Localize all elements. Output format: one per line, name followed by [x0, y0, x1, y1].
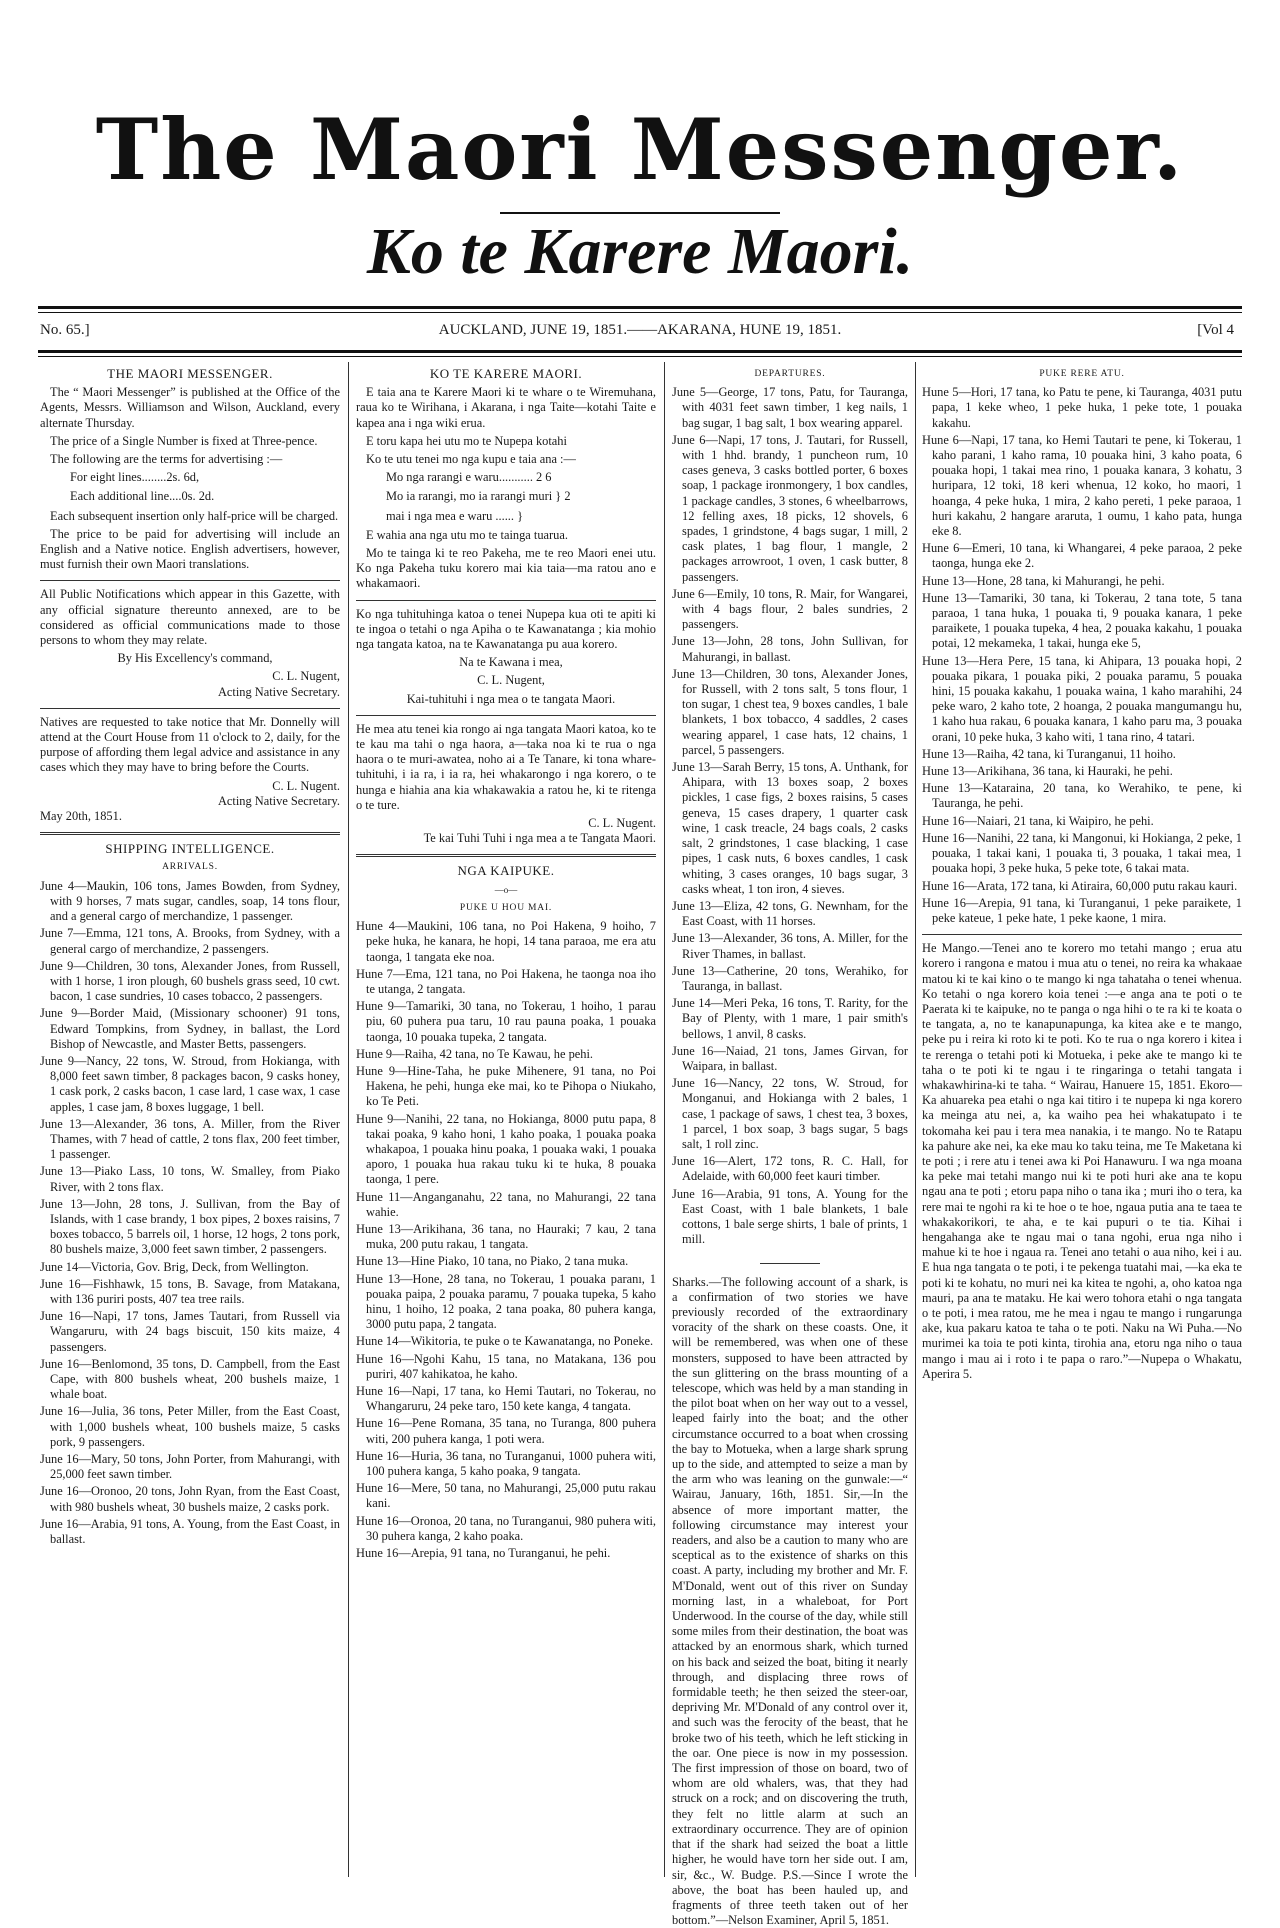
- notice-by: Na te Kawana i mea,: [459, 655, 563, 670]
- notice-text: Natives are requested to take notice that Mr. Donnelly will attend at the Court House from 11 o'clock to 2, daily, for the purpose of affording them legal advice and assistance in any cases which they may have to bring before the Courts.: [40, 714, 340, 775]
- notice-title: Kai-tuhituhi i nga mea o te tangata Maori.: [406, 691, 616, 706]
- masthead: [0, 0, 1280, 330]
- masthead-title-maori: Ko te Karere Maori.: [366, 215, 914, 288]
- list-item: June 16—Benlomond, 35 tons, D. Campbell, from the East Cape, with 800 bushels wheat, 200 bushels maize, 1 whale boat.: [40, 1356, 340, 1402]
- list-item: Hune 13—Raiha, 42 tana, ki Turanganui, 11 hoiho.: [922, 746, 1176, 761]
- column-divider: [664, 362, 665, 1877]
- issue-date: AUCKLAND, JUNE 19, 1851.——AKARANA, HUNE 19, 1851.: [438, 322, 842, 338]
- list-item: Hune 4—Maukini, 106 tana, no Poi Hakena, 9 hoiho, 7 peke huka, he kanara, he hopi, 14 tana paraoa, me era atu taonga, 1 tangata eke noa.: [356, 919, 656, 964]
- paragraph: E wahia ana nga utu mo te tainga tuarua.: [366, 527, 568, 542]
- list-item: Hune 14—Wikitoria, te puke o te Kawanatanga, no Poneke.: [356, 1334, 654, 1349]
- arrivals-list: [40, 879, 340, 1548]
- terms-line: Each additional line....0s. 2d.: [70, 489, 215, 504]
- list-item: Hune 16—Ngohi Kahu, 15 tana, no Matakana, 136 pou puriri, 407 kahikatoa, he kaho.: [356, 1351, 656, 1381]
- divider: [356, 715, 656, 716]
- notice-text: Ko nga tuhituhinga katoa o tenei Nupepa kua oti te apiti ki te ingoa o tetahi o nga Apiha o te Kawanatanga ; kia mohio nga tangata katoa, na te Kawanatanga pu aua korero.: [356, 606, 656, 652]
- notice-signature: C. L. Nugent,: [477, 673, 545, 688]
- paragraph: The following are the terms for advertising :—: [50, 452, 283, 467]
- list-item: June 16—Naiad, 21 tons, James Girvan, for Waipara, in ballast.: [672, 1043, 908, 1073]
- list-item: Hune 16—Huria, 36 tana, no Turanganui, 1000 puhera witi, 100 puhera kanga, 5 kaho poaka, 9 tangata.: [356, 1448, 656, 1478]
- ornament: —o—: [494, 884, 518, 895]
- list-item: Hune 9—Tamariki, 30 tana, no Tokerau, 1 hoiho, 1 parau piu, 60 puhera pua taru, 10 rau pauna poaka, 1 pouaka taonga, 10 pouaka tupeka, 2 tangata.: [356, 999, 656, 1044]
- list-item: Hune 9—Nanihi, 22 tana, no Hokianga, 8000 putu papa, 8 takai poaka, 9 kaho honi, 1 kaho poaka, 1 pouaka poaka whakapoa, 1 pouaka hinu poaka, 1 pouaka waki, 1 pouaka aporo, 1 pouaka hua rakau tuku ki te huka, 8 pouaka taonga, 1 pere.: [356, 1111, 656, 1187]
- divider: [922, 934, 1242, 935]
- paragraph: E taia ana te Karere Maori ki te whare o te Wiremuhana, raua ko te Wirihana, i Akarana, i nga Taite—kotahi Taite e kapea ana i nga wiki erua.: [356, 385, 656, 430]
- paragraph: E toru kapa hei utu mo te Nupepa kotahi: [366, 433, 567, 448]
- list-item: June 9—Children, 30 tons, Alexander Jones, from Russell, with 1 horse, 1 iron plough, 60 bushels grass seed, 10 cwt. bacon, 1 case sundries, 10 cases tobacco, 2 passengers.: [40, 958, 340, 1004]
- list-item: June 16—Arabia, 91 tons, A. Young, from the East Coast, in ballast.: [40, 1516, 340, 1547]
- list-item: June 13—Catherine, 20 tons, Werahiko, for Tauranga, in ballast.: [672, 963, 908, 993]
- notice-text: He mea atu tenei kia rongo ai nga tangata Maori katoa, ko te te kau ma tahi o nga haora, a—taka noa ki te rua o nga haora o te muri-awatea, noho ai a Te Tanare, ki tona whare-tuhituhi, i ia ra, i ia ra, hei whakarongo i nga korero, o te hunga e hiahia ana kia whakawakia a ratou he, ki te ritenga o te ture.: [356, 721, 656, 812]
- terms-line: Mo ia rarangi, mo ia rarangi muri } 2: [386, 489, 571, 504]
- issue-number: No. 65.]: [40, 322, 90, 338]
- section-heading: SHIPPING INTELLIGENCE.: [105, 841, 275, 857]
- list-item: June 6—Napi, 17 tons, J. Tautari, for Russell, with 1 hhd. brandy, 1 puncheon rum, 10 cases geneva, 3 casks bottled porter, 6 boxes soap, 1 package ironmongery, 1 box candles, 1 package candles, 3 stones, 6 wheelbarrows, 12 felling axes, 18 picks, 12 shovels, 6 spades, 1 grindstone, 4 bags sugar, 1 mill, 2 cask plates, 1 bag flour, 1 mangle, 2 packages arrowroot, 1 oven, 1 cask butter, 8 passengers.: [672, 432, 908, 584]
- list-item: Hune 16—Pene Romana, 35 tana, no Turanga, 800 puhera witi, 200 puhera kanga, 1 poti wera.: [356, 1416, 656, 1446]
- list-item: Hune 13—Hone, 28 tana, ki Mahurangi, he pehi.: [922, 573, 1165, 588]
- paragraph: Each subsequent insertion only half-price will be charged.: [50, 508, 339, 523]
- paragraph: Mo te tainga ki te reo Pakeha, me te reo Maori enei utu. Ko nga Pakeha tuku korero mai kia taia—ma ratou ano e whakamaori.: [356, 546, 656, 591]
- divider: [356, 600, 656, 601]
- list-item: Hune 16—Arepia, 91 tana, ki Turanganui, 1 peke paraikete, 1 peke kateue, 1 peke hate, 1 peke kaone, 1 mira.: [922, 895, 1242, 925]
- section-heading: THE MAORI MESSENGER.: [107, 366, 273, 381]
- list-item: June 13—Alexander, 36 tons, A. Miller, from the River Thames, with 7 head of cattle, 2 tons flax, 200 feet timber, 1 passenger.: [40, 1116, 340, 1162]
- dateline-rule-thin: [38, 356, 1242, 357]
- column-divider: [915, 362, 916, 1877]
- list-item: June 16—Nancy, 22 tons, W. Stroud, for Monganui, and Hokianga with 2 bales, 1 case, 1 package of saws, 1 chest tea, 3 boxes, 1 parcel, 1 box soap, 3 bags sugar, 5 bags salt, 1 roll zinc.: [672, 1076, 908, 1151]
- notice-title: Acting Native Secretary.: [217, 684, 340, 699]
- paragraph: Ko te utu tenei mo nga kupu e taia ana :—: [366, 452, 576, 467]
- section-heading: KO TE KARERE MAORI.: [429, 366, 583, 381]
- list-item: June 9—Nancy, 22 tons, W. Stroud, from Hokianga, with 8,000 feet sawn timber, 8 packages bacon, 9 casks honey, 1 cask pork, 2 casks bacon, 1 case lard, 1 case wax, 1 case apples, 1 case jam, 8 boxes luggage, 1 bell.: [40, 1053, 340, 1114]
- list-item: Hune 13—Kataraina, 20 tana, ko Werahiko, te pene, ki Tauranga, he pehi.: [922, 781, 1242, 811]
- list-item: June 14—Meri Peka, 16 tons, T. Rarity, for the Bay of Plenty, with 1 mare, 1 pair smith's bellows, 1 anvil, 8 casks.: [672, 996, 908, 1041]
- list-item: June 16—Fishhawk, 15 tons, B. Savage, from Matakana, with 136 puriri posts, 407 tea tree rails.: [40, 1276, 340, 1306]
- departures-list: [922, 385, 1242, 926]
- list-item: Hune 16—Mere, 50 tana, no Mahurangi, 25,000 putu rakau kani.: [356, 1481, 656, 1511]
- divider: [672, 1253, 908, 1268]
- list-item: Hune 5—Hori, 17 tana, ko Patu te pene, ki Tauranga, 4031 putu papa, 1 keke wheo, 1 peke huka, 1 peke tote, 1 pouaka kakahu.: [922, 385, 1242, 430]
- list-item: June 13—Sarah Berry, 15 tons, A. Unthank, for Ahipara, with 13 boxes soap, 2 boxes pickles, 1 case figs, 2 boxes raisins, 5 cases geneva, 15 cases drapery, 1 quarter cask wine, 1 cask treacle, 24 bags coals, 2 casks salt, 2 grindstones, 1 case blacking, 1 case pipes, 1 cask nuts, 6 boxes candles, 1 cask whiting, 3 cases oranges, 10 bags sugar, 3 casks wheat, 1 ton iron, 4 sieves.: [672, 760, 908, 896]
- notice-title: Acting Native Secretary.: [217, 793, 340, 808]
- list-item: June 16—Mary, 50 tons, John Porter, from Mahurangi, with 25,000 feet sawn timber.: [40, 1452, 340, 1482]
- notice-signature: C. L. Nugent.: [588, 816, 656, 831]
- terms-line: mai i nga mea e waru ...... }: [386, 508, 524, 523]
- arrivals-list: [356, 919, 656, 1561]
- list-item: Hune 16—Arata, 172 tana, ki Atiraira, 60,000 putu rakau kauri.: [922, 878, 1238, 893]
- divider: [356, 854, 656, 857]
- list-item: Hune 6—Napi, 17 tana, ko Hemi Tautari te pene, ki Tokerau, 1 kaho parani, 1 kaho rama, 10 pouaka hini, 3 kaho poata, 6 pouaka hopi, 1 takai mea rino, 1 pouaka kanara, 3 kohatu, 3 huripara, 12 toki, 18 keri whenua, 12 koko, ho maori, 1 hoanga, 4 peke huka, 1 mira, 2 kaho pereti, 1 peke paraoa, 1 huri kakahu, 2 hangare araruta, 1 oumu, 1 kaho pata, hunga eke 8.: [922, 432, 1242, 539]
- list-item: Hune 16—Napi, 17 tana, ko Hemi Tautari, no Tokerau, no Whangaruru, 24 peke taro, 150 kete kanga, 4 tangata.: [356, 1383, 656, 1414]
- list-item: June 9—Border Maid, (Missionary schooner) 91 tons, Edward Tompkins, from Sydney, in ballast, the Lord Bishop of Newcastle, and Master Betts, passengers.: [40, 1006, 340, 1051]
- list-item: Hune 13—Tamariki, 30 tana, ki Tokerau, 2 tana tote, 5 tana paraoa, 1 tana huka, 1 pouaka ti, 9 pouaka kanara, 1 peke paraikete, 1 pouaka tupeka, 4 hea, 2 pouaka kakahu, 1 pouaka potai, 12 mekameka, 1 takai, hunga eke 5,: [922, 590, 1242, 651]
- subsection-heading: DEPARTURES.: [754, 369, 826, 379]
- list-item: June 16—Julia, 36 tons, Peter Miller, from the East Coast, with 1,000 bushels wheat, 100 bushels maize, 5 casks pork, 9 passengers.: [40, 1404, 340, 1449]
- list-item: June 13—Piako Lass, 10 tons, W. Smalley, from Piako River, with 2 tons flax.: [40, 1164, 340, 1194]
- paragraph: The price to be paid for advertising will include an English and a Native notice. English advertisers, however, must furnish their own Maori translations.: [40, 526, 340, 572]
- list-item: June 13—Children, 30 tons, Alexander Jones, for Russell, with 2 tons salt, 5 tons flour, 1 ton sugar, 1 chest tea, 9 boxes candles, 1 bale blankets, 1 box tobacco, 4 saddles, 2 cases wearing apparel, 1 case hats, 12 chains, 1 parcel, 5 passengers.: [672, 666, 908, 757]
- list-item: Hune 13—Hera Pere, 15 tana, ki Ahipara, 13 pouaka hopi, 2 pouaka pikara, 1 pouaka piki, 2 pouaka paramu, 5 pouaka hini, 15 pouaka kakahu, 1 pouaka waina, 1 kaho marahihi, 24 peke waro, 2 kaho tote, 2 hoanga, 2 pouaka mangumangu hu, 1 kaho hua rakau, 6 pouaka kanara, 1 kaho paru ma, 3 pouaka orani, 10 peke huka, 3 kaho witi, 1 tana rino, 4 tatari.: [922, 653, 1242, 744]
- article-mango: He Mango.—Tenei ano te korero mo tetahi mango ; erua atu korero i rangona e matou i mua atu o tenei, no reira ka whakaae matou ki te kai kino o te mango ki nga tahataha o tenei whenua. Ko tetahi o nga korero koia tenei :—e anga ana te poti o te Paerata ki te kaipuke, no te panga o nga hihi o te ra ki te koata o te tangata, a, no te kanapunapunga, ka kitea ake e te mango, peke pu i reira ki roto ki te poti. Ko te rua o nga korero i kitea i te rerenga o tetahi poti ki Motueka, i peke ake te mango ki te taha o te poti ki te ngau i te ringaringa o tetahi tangata i whakawhirina-ki te taha. “ Wairau, Hanuere 15, 1851. Ekoro—Ka ahuareka pea etahi o nga kai titiro i te nupepa ki nga korero ka meinga atu nei, a, ka waiho pea hei whakatupato i te tokomaha kei pau i tera mea nanakia, i te mango. No te Ratapu ka pahure ake nei, ka eke mau ko taku teina, me Te Maketana ki te poti ; i rere atu i tenei awa ki Poi Hanawuru. I wa nga moana ka peke mai tetahi mango nui ki te poti huri ake ana te kopu ngau ana te poti ; etoru papa niho o tana ika ; muri iho o tera, ka rere mai te ngohi ra ki te hoe o te hoe, ngaua putia ana te taea te whakakorikori, te aha, e te kai pupuri o te tia. Kihai i hengahanga ake te ngau mai o tana ngohi, erua nga niho i mahue ki te hoe i ngaua ra. Tenei ano tetahi o aua niho, kei i au. E hua nga tangata o te poti, i te pekenga tuatahi mai, —ka eka te poti ki te kohatu, no muri nei ka kitea te ngohi, a, oho katoa nga mauri, pa ana te mataku. He kai wero tohora etahi o nga tangata o te poti, i mea ratou, me he mea i ngau te mango i rungarunga ake, kua pakaru katoa te taha o te poti. Naku na Wi Puha.—No murimei ka toia te poti kinta, tirohia ana, etoru nga niho o taua mango i mau ai i roto i te papa o raro.”—Nupepa o Whakatu, Aperira 5.: [922, 941, 1242, 1381]
- column-2: [356, 364, 656, 1874]
- column-1: [40, 364, 340, 1874]
- subsection-heading: PUKE RERE ATU.: [1039, 369, 1125, 379]
- list-item: Hune 16—Naiari, 21 tana, ki Waipiro, he pehi.: [922, 813, 1154, 828]
- list-item: June 16—Napi, 17 tons, James Tautari, from Russell via Wangaruru, with 24 bags biscuit, 150 kits maize, 4 passengers.: [40, 1309, 340, 1354]
- notice-by: By His Excellency's command,: [117, 651, 273, 666]
- list-item: June 13—John, 28 tons, John Sullivan, for Mahurangi, in ballast.: [672, 634, 908, 664]
- list-item: Hune 6—Emeri, 10 tana, ki Whangarei, 4 peke paraoa, 2 peke taonga, hunga eke 2.: [922, 541, 1242, 571]
- notice-signature: C. L. Nugent.: [272, 778, 340, 793]
- column-4: [922, 364, 1242, 1874]
- dateline: [38, 322, 1242, 348]
- list-item: Hune 9—Hine-Taha, he puke Mihenere, 91 tana, no Poi Hakena, he pehi, hunga eke mai, ko te Pihopa o Niukaho, ko Te Peti.: [356, 1063, 656, 1109]
- list-item: Hune 16—Arepia, 91 tana, no Turanganui, he pehi.: [356, 1546, 611, 1561]
- subsection-heading: PUKE U HOU MAI.: [459, 902, 553, 913]
- terms-line: Mo nga rarangi e waru........... 2 6: [386, 470, 552, 485]
- divider: [40, 708, 340, 709]
- list-item: June 16—Arabia, 91 tons, A. Young for the East Coast, with 1 bale blankets, 1 bale cottons, 1 bale serge shirts, 1 bale of prints, 1 mill.: [672, 1186, 908, 1247]
- list-item: Hune 16—Nanihi, 22 tana, ki Mangonui, ki Hokianga, 2 peke, 1 pouaka, 1 takai kani, 1 pouaka ti, 3 pouaka, 1 takai mea, 1 pouaka hopi, 3 peke huka, 5 peke tote, 6 takai mata.: [922, 830, 1242, 876]
- list-item: Hune 13—Hone, 28 tana, no Tokerau, 1 pouaka paranı, 1 pouaka paipa, 2 pouaka paramu, 7 pouaka tupeka, 5 kaho hinu, 1 hoiho, 12 poaka, 2 tana poaka, 80 puhera kanga, 3000 putu papa, 2 tangata.: [356, 1271, 656, 1332]
- list-item: June 13—Alexander, 36 tons, A. Miller, for the River Thames, in ballast.: [672, 931, 908, 961]
- list-item: Hune 13—Arikihana, 36 tana, ki Hauraki, he pehi.: [922, 764, 1173, 779]
- departures-list: [672, 385, 908, 1247]
- list-item: June 6—Emily, 10 tons, R. Mair, for Wangarei, with 4 bags flour, 2 bales sundries, 2 passengers.: [672, 586, 908, 632]
- list-item: Hune 13—Arikihana, 36 tana, no Hauraki; 7 kau, 2 tana muka, 200 putu rakau, 1 tangata.: [356, 1221, 656, 1252]
- notice-title: Te kai Tuhi Tuhi i nga mea a te Tangata Maori.: [423, 831, 656, 846]
- volume-number: [Vol 4: [1197, 322, 1234, 338]
- list-item: Hune 16—Oronoa, 20 tana, no Turanganui, 980 puhera witi, 30 puhera kanga, 2 kaho poaka.: [356, 1513, 656, 1543]
- notice-signature: C. L. Nugent,: [272, 669, 340, 684]
- list-item: June 16—Alert, 172 tons, R. C. Hall, for Adelaide, with 60,000 feet kauri timber.: [672, 1154, 908, 1184]
- list-item: Hune 9—Raiha, 42 tana, no Te Kawau, he pehi.: [356, 1046, 594, 1061]
- section-heading: NGA KAIPUKE.: [457, 863, 555, 879]
- column-3: [672, 364, 908, 1928]
- list-item: Hune 11—Anganganahu, 22 tana, no Mahurangi, 22 tana wahie.: [356, 1189, 656, 1219]
- divider: [40, 832, 340, 835]
- list-item: June 13—John, 28 tons, J. Sullivan, from the Bay of Islands, with 1 case brandy, 1 box pipes, 2 boxes raisins, 7 boxes tobacco, 5 barrels oil, 1 horse, 12 hogs, 2 tons pork, 80 bushels maize, 3,000 feet sawn timber, 2 passengers.: [40, 1196, 340, 1257]
- list-item: June 14—Victoria, Gov. Brig, Deck, from Wellington.: [40, 1259, 309, 1274]
- dateline-rule-thick: [38, 350, 1242, 353]
- paragraph: The “ Maori Messenger” is published at the Office of the Agents, Messrs. Williamson and Wilson, Auckland, every alternate Thursday.: [40, 385, 340, 430]
- notice-date: May 20th, 1851.: [40, 809, 122, 824]
- divider: [40, 580, 340, 581]
- masthead-title-english: The Maori Messenger.: [95, 100, 1185, 199]
- top-rule-thin: [38, 312, 1242, 313]
- subsection-heading: ARRIVALS.: [162, 862, 218, 873]
- list-item: June 13—Eliza, 42 tons, G. Newnham, for the East Coast, with 11 horses.: [672, 898, 908, 929]
- list-item: June 16—Oronoo, 20 tons, John Ryan, from the East Coast, with 980 bushels wheat, 30 bushels maize, 2 casks pork.: [40, 1484, 340, 1514]
- article-sharks: Sharks.—The following account of a shark, is a confirmation of two stories we have previously recorded of the extraordinary voracity of the shark on these coasts. One, it will be remembered, was when one of these monsters, supposed to have been attracted by the sun glittering on the brass mounting of a telescope, which was held by a man standing in the pilot boat when on her way out to a vessel, leaped fairly into the boat; and the other circumstance occurred to a boat when crossing the bay to Motueka, when a large shark sprung up to the side, and attempted to seize a man by the arm who was leaning on the gunwale:—“ Wairau, January, 16th, 1851. Sir,—In the absence of more important matter, the following circumstance may interest your readers, and also be a caution to many who are sceptical as to the existence of sharks on this coast. A party, including my brother and Mr. F. M'Donald, went out of this river on Sunday morning last, in a whaleboat, for Port Underwood. In the course of the day, while still some miles from their destination, the boat was attacked by an enormous shark, which turned on his back and seized the boat, biting it nearly through, and displacing three rows of formidable teeth; he then seized the steer-oar, depriving Mr. M'Donald of any control over it, and such was the ferocity of the beast, that he broke two of his teeth, which he left sticking in the oar. One piece is now in my possession. The first impression of those on board, two of whom are old whalers, was, that they had struck on a rock; and on discovering the truth, they felt no little alarm at such an extraordinary occurrence. They are of opinion that if the shark had seized the boat a little higher, he would have torn her side out. I am, sir, &c., W. Budge. P.S.—Since I wrote the above, the boat has been hauled up, and fragments of three teeth taken out of her bottom.”—Nelson Examiner, April 5, 1851.: [672, 1274, 908, 1928]
- column-divider: [348, 362, 349, 1877]
- list-item: June 4—Maukin, 106 tons, James Bowden, from Sydney, with 9 horses, 7 mats sugar, candles, soap, 14 tons flour, and a general cargo of merchandize, 1 passenger.: [40, 878, 340, 924]
- terms-line: For eight lines........2s. 6d,: [70, 470, 200, 485]
- paragraph: The price of a Single Number is fixed at Three-pence.: [50, 433, 318, 448]
- top-rule-thick: [38, 306, 1242, 309]
- list-item: June 5—George, 17 tons, Patu, for Tauranga, with 4031 feet sawn timber, 1 keg nails, 1 bag sugar, 1 bag salt, 1 box wearing apparel.: [672, 385, 908, 430]
- notice-text: All Public Notifications which appear in this Gazette, with any official signature thereunto annexed, are to be considered as official communications made to those persons to whom they may relate.: [40, 587, 340, 648]
- list-item: June 7—Emma, 121 tons, A. Brooks, from Sydney, with a general cargo of merchandize, 2 passengers.: [40, 926, 340, 956]
- list-item: Hune 13—Hine Piako, 10 tana, no Piako, 2 tana muka.: [356, 1254, 629, 1269]
- list-item: Hune 7—Ema, 121 tana, no Poi Hakena, he taonga noa iho te utanga, 2 tangata.: [356, 966, 656, 996]
